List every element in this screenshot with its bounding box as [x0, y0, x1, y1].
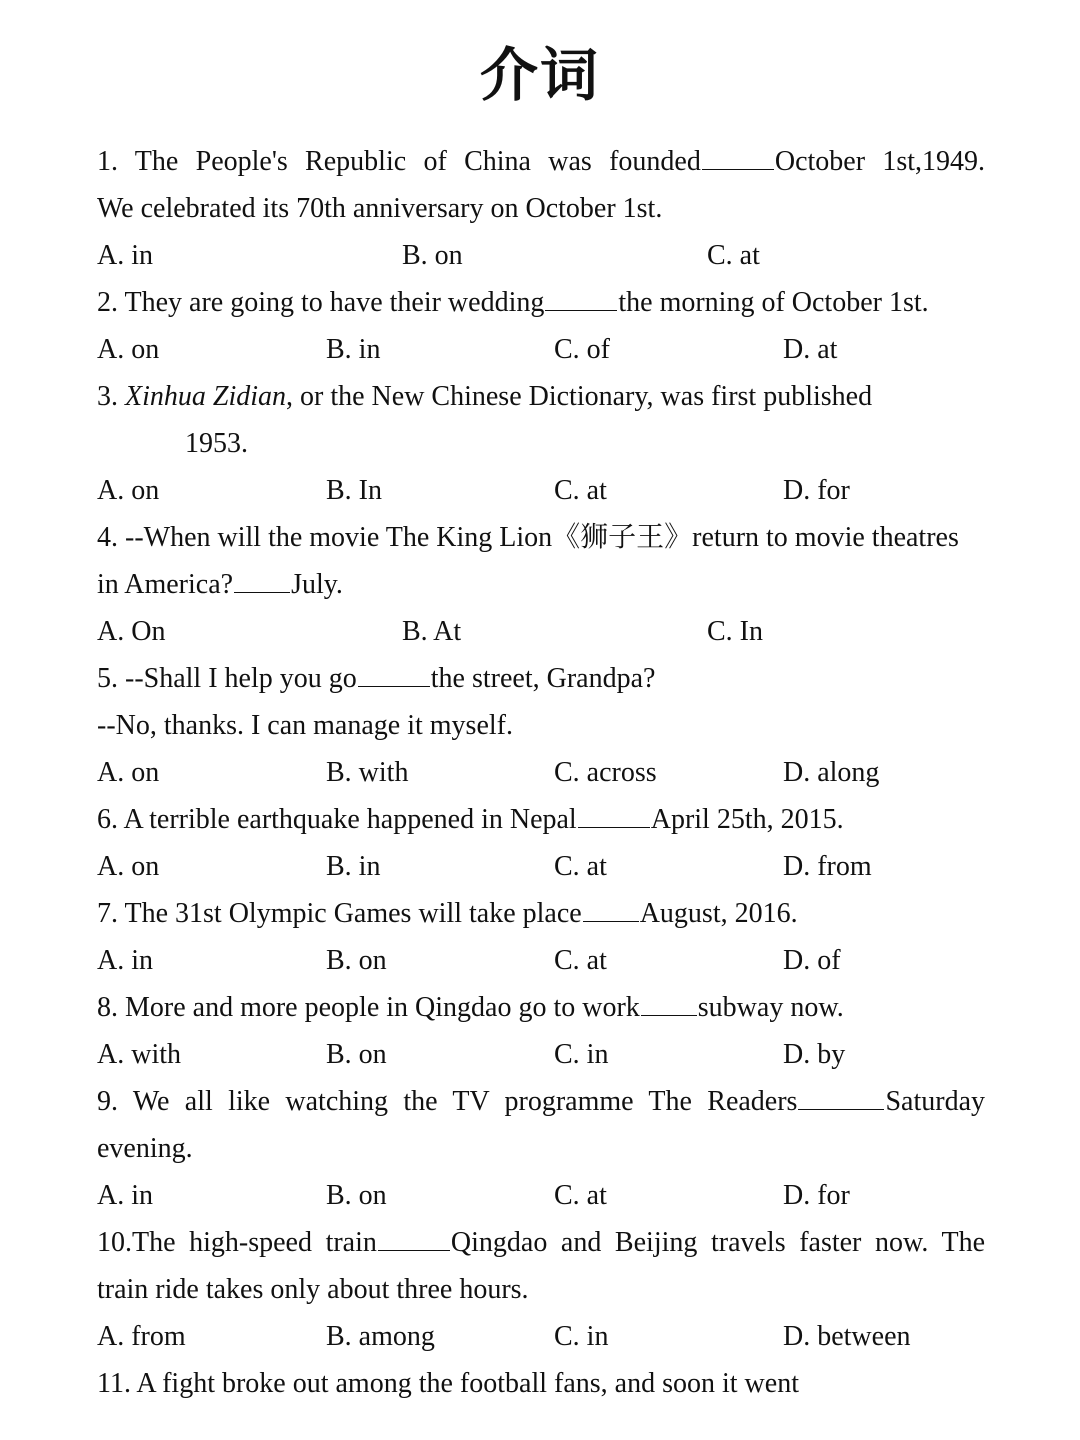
option-a: A. on	[97, 475, 160, 506]
question-text: in America?	[97, 569, 234, 600]
option-b: B. among	[326, 1321, 435, 1352]
question-text: 8. More and more people in Qingdao go to work	[97, 992, 640, 1023]
answer-blank	[583, 891, 639, 922]
question-2-options	[97, 326, 985, 373]
question-text: 10.The high-speed train	[97, 1227, 377, 1258]
question-text: 6. A terrible earthquake happened in Nepal	[97, 804, 577, 835]
question-1-line-2: We celebrated its 70th anniversary on October 1st.	[97, 193, 663, 224]
option-b: B. with	[326, 757, 409, 788]
option-d: D. along	[783, 757, 880, 788]
question-text: the morning of October 1st.	[618, 287, 929, 318]
question-2-stem	[97, 279, 985, 326]
option-d: D. from	[783, 851, 872, 882]
question-number: 3.	[97, 381, 125, 412]
option-d: D. by	[783, 1039, 846, 1070]
option-b: B. on	[402, 240, 463, 271]
question-text: 5. --Shall I help you go	[97, 663, 357, 694]
option-a: A. in	[97, 945, 153, 976]
question-text: 1. The People's Republic of China was founded	[97, 146, 701, 177]
option-a: A. on	[97, 757, 160, 788]
question-text: Qingdao and Beijing travels faster now. The	[450, 1227, 985, 1258]
question-1-options	[97, 232, 985, 279]
question-3-line-2: 1953.	[185, 428, 248, 459]
question-6-stem	[97, 796, 985, 843]
option-c: C. at	[707, 240, 760, 271]
question-text: October 1st,1949.	[774, 146, 985, 177]
question-text: 7. The 31st Olympic Games will take place	[97, 898, 582, 929]
question-3-options	[97, 467, 985, 514]
option-b: B. on	[326, 945, 387, 976]
option-b: B. In	[326, 475, 382, 506]
answer-blank	[545, 280, 617, 311]
option-c: C. at	[554, 1180, 607, 1211]
question-4-stem: 4. --When will the movie The King Lion《狮子王》return to movie theatres	[97, 522, 959, 553]
question-10-stem	[97, 1219, 985, 1266]
page-title: 介词	[479, 41, 600, 109]
question-6-options	[97, 843, 985, 890]
answer-blank	[641, 985, 697, 1016]
option-a: A. on	[97, 851, 160, 882]
question-11-stem: 11. A fight broke out among the football fans, and soon it went	[97, 1368, 799, 1399]
option-b: B. At	[402, 616, 462, 647]
question-8-stem	[97, 984, 985, 1031]
answer-blank	[358, 656, 430, 687]
question-7-options	[97, 937, 985, 984]
question-4-line-2	[97, 561, 985, 608]
question-text: subway now.	[697, 992, 844, 1023]
question-text: August, 2016.	[639, 898, 798, 929]
option-b: B. on	[326, 1180, 387, 1211]
option-a: A. from	[97, 1321, 186, 1352]
option-b: B. in	[326, 334, 381, 365]
question-list	[97, 138, 985, 1407]
option-c: C. at	[554, 475, 607, 506]
option-d: D. at	[783, 334, 838, 365]
question-5-options	[97, 749, 985, 796]
question-1-stem	[97, 138, 985, 185]
answer-blank	[234, 562, 290, 593]
question-5-line-2: --No, thanks. I can manage it myself.	[97, 710, 513, 741]
answer-blank	[578, 797, 650, 828]
question-8-options	[97, 1031, 985, 1078]
option-a: A. with	[97, 1039, 181, 1070]
question-9-options	[97, 1172, 985, 1219]
answer-blank	[798, 1079, 884, 1110]
question-9-line-2: evening.	[97, 1133, 193, 1164]
option-b: B. in	[326, 851, 381, 882]
option-c: C. at	[554, 945, 607, 976]
question-7-stem	[97, 890, 985, 937]
option-c: C. in	[554, 1039, 609, 1070]
option-c: C. In	[707, 616, 763, 647]
question-text: 2. They are going to have their wedding	[97, 287, 545, 318]
book-title: Xinhua Zidian	[125, 381, 287, 412]
question-text: 9. We all like watching the TV programme The Readers	[97, 1086, 798, 1117]
option-c: C. at	[554, 851, 607, 882]
option-a: A. in	[97, 1180, 153, 1211]
option-c: C. of	[554, 334, 610, 365]
question-4-options	[97, 608, 985, 655]
question-3-stem	[97, 373, 985, 420]
question-text: April 25th, 2015.	[650, 804, 844, 835]
question-10-line-2: train ride takes only about three hours.	[97, 1274, 529, 1305]
question-text: Saturday	[885, 1086, 985, 1117]
question-text: July.	[291, 569, 343, 600]
option-d: D. for	[783, 475, 850, 506]
option-d: D. between	[783, 1321, 911, 1352]
answer-blank	[702, 139, 774, 170]
option-a: A. On	[97, 616, 166, 647]
question-text: , or the New Chinese Dictionary, was first published	[286, 381, 873, 412]
option-d: D. for	[783, 1180, 850, 1211]
option-d: D. of	[783, 945, 841, 976]
option-c: C. across	[554, 757, 657, 788]
answer-blank	[378, 1220, 450, 1251]
question-10-options	[97, 1313, 985, 1360]
question-5-stem	[97, 655, 985, 702]
option-a: A. in	[97, 240, 153, 271]
option-a: A. on	[97, 334, 160, 365]
question-9-stem	[97, 1078, 985, 1125]
question-text: the street, Grandpa?	[430, 663, 656, 694]
option-b: B. on	[326, 1039, 387, 1070]
option-c: C. in	[554, 1321, 609, 1352]
